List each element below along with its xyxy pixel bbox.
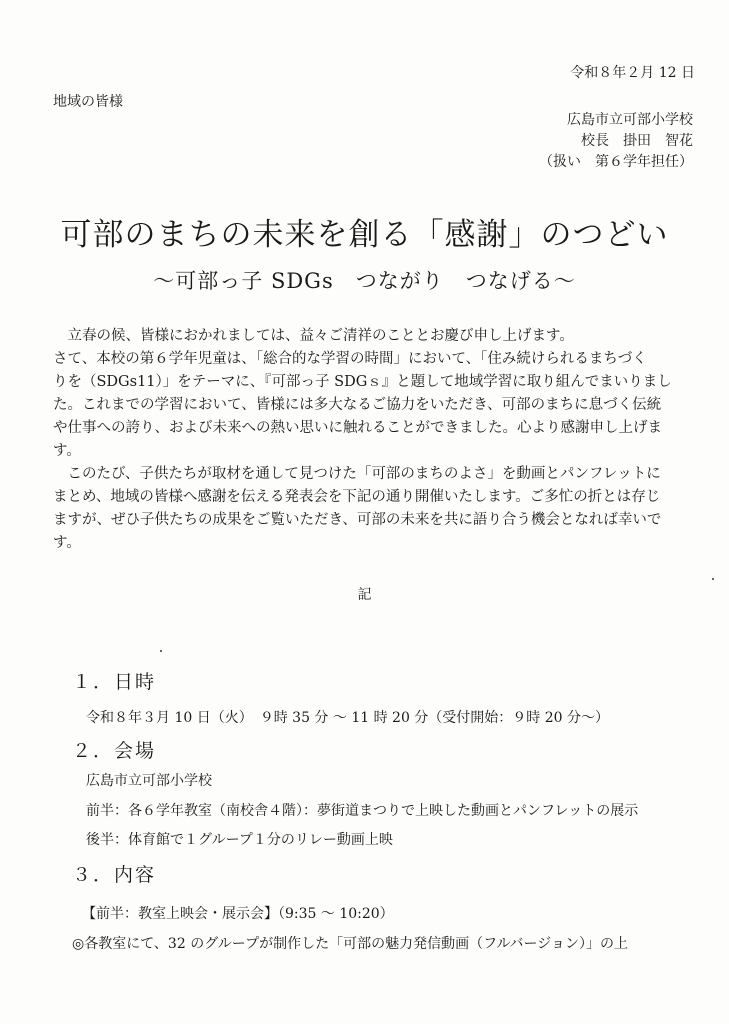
sender-school: 広島市立可部小学校 [567, 112, 693, 128]
body-line: ますが、ぜひ子供たちの成果をご覧いただき、可部の未来を共に語り合う機会となれば幸いで [53, 512, 662, 528]
venue-first-half: 前半：各６学年教室（南校舎４階）：夢街道まつりで上映した動画とパンフレットの展示 [86, 803, 639, 819]
venue-second-half: 後半：体育館で１グループ１分のリレー動画上映 [86, 832, 393, 848]
body-line: す。 [53, 535, 81, 551]
section-heading-datetime: １．日時 [72, 671, 157, 693]
body-line: 立春の候、皆様におかれましては、益々ご清祥のこととお慶び申し上げます。 [67, 328, 574, 344]
document-subtitle: ～可部っ子 SDGs つながり つなげる～ [153, 269, 576, 293]
section-heading-contents: ３．内容 [72, 864, 157, 886]
scan-speck [160, 650, 162, 652]
body-line: まとめ、地域の皆様へ感謝を伝える発表会を下記の通り開催いたします。ご多忙の折とは存じ [53, 489, 661, 505]
document-title: 可部のまちの未来を創る「感謝」のつどい [60, 217, 669, 253]
body-line: た。これまでの学習において、皆様には多大なるご協力をいただき、可部のまちに息づく伝統 [53, 397, 662, 413]
scan-speck [712, 578, 714, 580]
venue-name: 広島市立可部小学校 [86, 773, 212, 789]
body-line: このたび、子供たちが取材を通して見つけた「可部のまちのよさ」を動画とパンフレットに [67, 466, 661, 482]
body-line: さて、本校の第６学年児童は、「総合的な学習の時間」において、「住み続けられるまちづく [53, 351, 647, 367]
contents-first-half-heading: 【前半：教室上映会・展示会】（9:35 ～ 10:20） [82, 906, 394, 922]
body-line: りを（SDGs11）」をテーマに、『可部っ子 SDGｓ』と題して地域学習に取り組んでまいりまし [53, 374, 672, 390]
contents-first-half-detail: ◎各教室にて、32 のグループが制作した「可部の魅力発信動画（フルバージョン）」の上 [72, 936, 628, 952]
sender-block [539, 110, 693, 173]
sender-handler: （扱い 第６学年担任） [539, 154, 693, 170]
recipient-line: 地域の皆様 [53, 94, 123, 110]
document-date: 令和８年２月 12 日 [570, 65, 695, 81]
letter-body [53, 325, 703, 555]
datetime-line: 令和８年３月 10 日（火） ９時 35 分 ～ 11 時 20 分（受付開始：９時 20 分～） [86, 710, 610, 726]
ki-marker: 記 [357, 587, 372, 603]
body-line: や仕事への誇り、および未来への熱い思いに触れることができました。心より感謝申し上げま [53, 420, 662, 436]
body-line: す。 [53, 443, 81, 459]
sender-principal: 校長 掛田 智花 [581, 133, 693, 149]
section-heading-venue: ２．会場 [72, 740, 157, 762]
